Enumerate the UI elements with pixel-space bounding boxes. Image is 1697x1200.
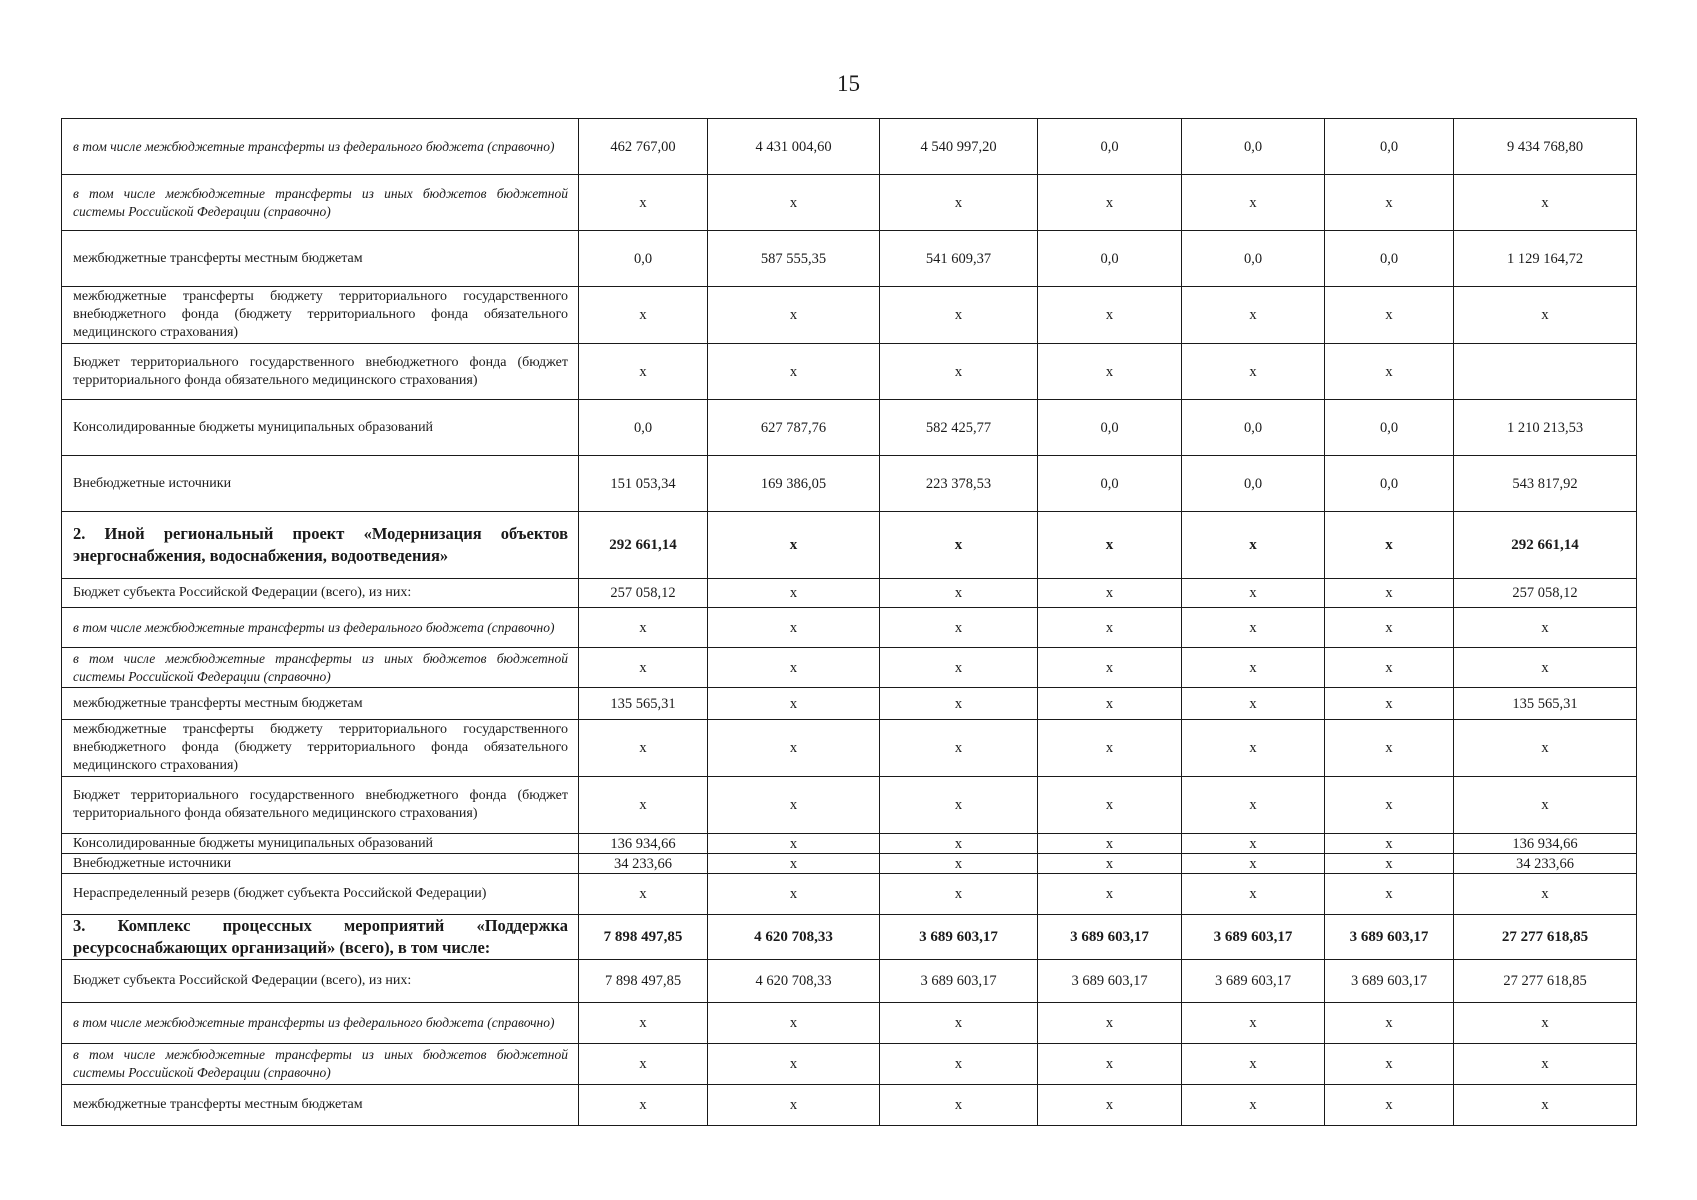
cell-total: х — [1454, 874, 1637, 915]
cell-year-2: 627 787,76 — [708, 400, 880, 456]
cell-year-5: х — [1182, 608, 1325, 648]
cell-year-1: 0,0 — [579, 400, 708, 456]
cell-total: х — [1454, 608, 1637, 648]
cell-year-3: х — [880, 1044, 1038, 1085]
row-description: в том числе межбюджетные трансферты из иных бюджетов бюджетной системы Российской Федерации (справочно) — [62, 175, 579, 231]
cell-year-4: 0,0 — [1038, 400, 1182, 456]
cell-year-5: х — [1182, 720, 1325, 777]
table-row — [62, 854, 1637, 874]
cell-year-4: х — [1038, 720, 1182, 777]
cell-year-3: х — [880, 579, 1038, 608]
cell-year-4: 3 689 603,17 — [1038, 915, 1182, 960]
table-row — [62, 400, 1637, 456]
cell-year-1: х — [579, 777, 708, 834]
table-row — [62, 648, 1637, 688]
cell-year-5: х — [1182, 344, 1325, 400]
cell-year-6: 0,0 — [1325, 231, 1454, 287]
row-description: Нераспределенный резерв (бюджет субъекта Российской Федерации) — [62, 874, 579, 915]
cell-year-4: х — [1038, 1003, 1182, 1044]
cell-year-2: х — [708, 688, 880, 720]
cell-total: 34 233,66 — [1454, 854, 1637, 874]
cell-year-3: х — [880, 854, 1038, 874]
cell-year-1: х — [579, 344, 708, 400]
cell-year-4: х — [1038, 344, 1182, 400]
cell-total: х — [1454, 648, 1637, 688]
cell-year-2: х — [708, 1085, 880, 1126]
cell-year-2: х — [708, 854, 880, 874]
cell-year-3: 3 689 603,17 — [880, 915, 1038, 960]
cell-year-2: х — [708, 512, 880, 579]
cell-year-2: 169 386,05 — [708, 456, 880, 512]
cell-year-6: 0,0 — [1325, 456, 1454, 512]
row-description: межбюджетные трансферты бюджету территориального государственного внебюджетного фонда (бюджету территориального фонда обязательного медицинского страхования) — [62, 720, 579, 777]
cell-year-6: х — [1325, 1044, 1454, 1085]
cell-total: х — [1454, 287, 1637, 344]
cell-total: 257 058,12 — [1454, 579, 1637, 608]
cell-year-1: 292 661,14 — [579, 512, 708, 579]
cell-year-1: х — [579, 175, 708, 231]
cell-year-6: х — [1325, 777, 1454, 834]
cell-total: 135 565,31 — [1454, 688, 1637, 720]
cell-year-3: 582 425,77 — [880, 400, 1038, 456]
cell-year-1: 34 233,66 — [579, 854, 708, 874]
table-row — [62, 119, 1637, 175]
cell-year-1: х — [579, 1044, 708, 1085]
cell-year-6: х — [1325, 1085, 1454, 1126]
cell-year-4: х — [1038, 648, 1182, 688]
cell-year-2: 4 620 708,33 — [708, 915, 880, 960]
cell-total: х — [1454, 1003, 1637, 1044]
cell-year-1: 151 053,34 — [579, 456, 708, 512]
cell-year-2: 4 620 708,33 — [708, 960, 880, 1003]
cell-year-1: 136 934,66 — [579, 834, 708, 854]
table-row — [62, 1085, 1637, 1126]
cell-year-6: х — [1325, 854, 1454, 874]
cell-total: 136 934,66 — [1454, 834, 1637, 854]
cell-total: х — [1454, 720, 1637, 777]
cell-year-1: 257 058,12 — [579, 579, 708, 608]
table-row — [62, 231, 1637, 287]
cell-year-4: х — [1038, 777, 1182, 834]
cell-year-4: х — [1038, 854, 1182, 874]
cell-year-1: х — [579, 1003, 708, 1044]
cell-year-5: 3 689 603,17 — [1182, 915, 1325, 960]
cell-year-3: х — [880, 1085, 1038, 1126]
cell-year-6: х — [1325, 344, 1454, 400]
cell-year-4: х — [1038, 512, 1182, 579]
cell-year-6: х — [1325, 648, 1454, 688]
row-description: межбюджетные трансферты местным бюджетам — [62, 1085, 579, 1126]
table-row — [62, 915, 1637, 960]
cell-total: х — [1454, 1085, 1637, 1126]
cell-year-5: 3 689 603,17 — [1182, 960, 1325, 1003]
cell-year-5: 0,0 — [1182, 231, 1325, 287]
cell-year-2: х — [708, 834, 880, 854]
row-description: Бюджет субъекта Российской Федерации (всего), из них: — [62, 960, 579, 1003]
row-description: Бюджет территориального государственного внебюджетного фонда (бюджет территориального фонда обязательного медицинского страхования) — [62, 777, 579, 834]
table-body — [62, 119, 1637, 1126]
cell-year-2: х — [708, 648, 880, 688]
row-description: в том числе межбюджетные трансферты из федерального бюджета (справочно) — [62, 608, 579, 648]
page-number: 15 — [837, 71, 860, 96]
cell-year-4: 0,0 — [1038, 231, 1182, 287]
table-row — [62, 608, 1637, 648]
cell-year-3: х — [880, 287, 1038, 344]
cell-year-6: х — [1325, 512, 1454, 579]
cell-year-5: х — [1182, 777, 1325, 834]
row-description: 3. Комплекс процессных мероприятий «Поддержка ресурсоснабжающих организаций» (всего), в том числе: — [62, 915, 579, 960]
cell-year-6: х — [1325, 688, 1454, 720]
cell-year-5: 0,0 — [1182, 400, 1325, 456]
cell-year-1: х — [579, 648, 708, 688]
cell-year-3: х — [880, 175, 1038, 231]
cell-year-6: 0,0 — [1325, 119, 1454, 175]
cell-year-1: х — [579, 608, 708, 648]
cell-year-3: х — [880, 720, 1038, 777]
cell-year-2: х — [708, 1003, 880, 1044]
cell-year-2: х — [708, 720, 880, 777]
cell-year-5: х — [1182, 688, 1325, 720]
cell-year-5: х — [1182, 1003, 1325, 1044]
cell-year-1: 0,0 — [579, 231, 708, 287]
cell-year-5: х — [1182, 1085, 1325, 1126]
cell-year-6: х — [1325, 287, 1454, 344]
table-row — [62, 874, 1637, 915]
cell-year-6: х — [1325, 175, 1454, 231]
cell-year-6: х — [1325, 1003, 1454, 1044]
row-description: Внебюджетные источники — [62, 854, 579, 874]
cell-year-4: х — [1038, 175, 1182, 231]
cell-year-2: х — [708, 777, 880, 834]
cell-year-3: х — [880, 344, 1038, 400]
table-row — [62, 287, 1637, 344]
cell-year-2: 4 431 004,60 — [708, 119, 880, 175]
cell-year-2: х — [708, 344, 880, 400]
cell-year-1: х — [579, 287, 708, 344]
cell-year-1: 7 898 497,85 — [579, 915, 708, 960]
cell-year-5: 0,0 — [1182, 456, 1325, 512]
cell-year-5: 0,0 — [1182, 119, 1325, 175]
row-description: в том числе межбюджетные трансферты из иных бюджетов бюджетной системы Российской Федерации (справочно) — [62, 648, 579, 688]
cell-total: 292 661,14 — [1454, 512, 1637, 579]
cell-year-6: 0,0 — [1325, 400, 1454, 456]
cell-year-6: 3 689 603,17 — [1325, 960, 1454, 1003]
cell-year-1: 7 898 497,85 — [579, 960, 708, 1003]
table-row — [62, 344, 1637, 400]
table-row — [62, 579, 1637, 608]
cell-year-4: х — [1038, 688, 1182, 720]
cell-year-3: х — [880, 648, 1038, 688]
cell-year-1: 135 565,31 — [579, 688, 708, 720]
cell-year-3: х — [880, 777, 1038, 834]
table-row — [62, 512, 1637, 579]
row-description: Внебюджетные источники — [62, 456, 579, 512]
row-description: в том числе межбюджетные трансферты из иных бюджетов бюджетной системы Российской Федерации (справочно) — [62, 1044, 579, 1085]
row-description: Бюджет субъекта Российской Федерации (всего), из них: — [62, 579, 579, 608]
cell-year-6: х — [1325, 579, 1454, 608]
cell-year-1: х — [579, 720, 708, 777]
cell-year-2: х — [708, 287, 880, 344]
cell-year-2: х — [708, 1044, 880, 1085]
cell-year-1: х — [579, 874, 708, 915]
cell-total: х — [1454, 777, 1637, 834]
cell-total: х — [1454, 1044, 1637, 1085]
cell-year-3: х — [880, 512, 1038, 579]
row-description: в том числе межбюджетные трансферты из федерального бюджета (справочно) — [62, 1003, 579, 1044]
table-row — [62, 834, 1637, 854]
cell-year-6: 3 689 603,17 — [1325, 915, 1454, 960]
table-row — [62, 1044, 1637, 1085]
cell-year-5: х — [1182, 579, 1325, 608]
table-row — [62, 720, 1637, 777]
cell-total: 9 434 768,80 — [1454, 119, 1637, 175]
cell-year-2: х — [708, 874, 880, 915]
table-row — [62, 1003, 1637, 1044]
budget-table — [61, 118, 1637, 1126]
cell-year-5: х — [1182, 834, 1325, 854]
cell-year-5: х — [1182, 1044, 1325, 1085]
cell-year-2: х — [708, 175, 880, 231]
cell-year-2: х — [708, 608, 880, 648]
cell-year-4: х — [1038, 1044, 1182, 1085]
table-row — [62, 777, 1637, 834]
cell-total — [1454, 344, 1637, 400]
cell-year-3: х — [880, 874, 1038, 915]
cell-year-4: х — [1038, 834, 1182, 854]
cell-year-4: х — [1038, 1085, 1182, 1126]
cell-year-4: 3 689 603,17 — [1038, 960, 1182, 1003]
row-description: в том числе межбюджетные трансферты из федерального бюджета (справочно) — [62, 119, 579, 175]
cell-year-2: х — [708, 579, 880, 608]
cell-total: 1 129 164,72 — [1454, 231, 1637, 287]
cell-total: х — [1454, 175, 1637, 231]
cell-year-3: 4 540 997,20 — [880, 119, 1038, 175]
cell-year-3: х — [880, 1003, 1038, 1044]
row-description: Консолидированные бюджеты муниципальных образований — [62, 834, 579, 854]
cell-year-4: х — [1038, 608, 1182, 648]
cell-year-5: х — [1182, 512, 1325, 579]
cell-year-5: х — [1182, 287, 1325, 344]
cell-year-5: х — [1182, 854, 1325, 874]
table-row — [62, 688, 1637, 720]
cell-year-4: 0,0 — [1038, 119, 1182, 175]
cell-year-5: х — [1182, 874, 1325, 915]
cell-year-2: 587 555,35 — [708, 231, 880, 287]
table-row — [62, 175, 1637, 231]
table-row — [62, 960, 1637, 1003]
cell-year-1: 462 767,00 — [579, 119, 708, 175]
cell-year-3: х — [880, 834, 1038, 854]
row-description: Бюджет территориального государственного внебюджетного фонда (бюджет территориального фонда обязательного медицинского страхования) — [62, 344, 579, 400]
row-description: 2. Иной региональный проект «Модернизация объектов энергоснабжения, водоснабжения, водоотведения» — [62, 512, 579, 579]
cell-year-6: х — [1325, 720, 1454, 777]
cell-year-3: 223 378,53 — [880, 456, 1038, 512]
cell-year-4: х — [1038, 287, 1182, 344]
cell-year-6: х — [1325, 608, 1454, 648]
cell-total: 543 817,92 — [1454, 456, 1637, 512]
cell-total: 27 277 618,85 — [1454, 960, 1637, 1003]
cell-year-3: х — [880, 608, 1038, 648]
cell-year-4: х — [1038, 874, 1182, 915]
cell-year-6: х — [1325, 834, 1454, 854]
cell-year-5: х — [1182, 648, 1325, 688]
cell-year-4: 0,0 — [1038, 456, 1182, 512]
cell-year-1: х — [579, 1085, 708, 1126]
row-description: Консолидированные бюджеты муниципальных образований — [62, 400, 579, 456]
cell-year-4: х — [1038, 579, 1182, 608]
cell-total: 27 277 618,85 — [1454, 915, 1637, 960]
row-description: межбюджетные трансферты бюджету территориального государственного внебюджетного фонда (бюджету территориального фонда обязательного медицинского страхования) — [62, 287, 579, 344]
cell-year-3: 541 609,37 — [880, 231, 1038, 287]
row-description: межбюджетные трансферты местным бюджетам — [62, 688, 579, 720]
cell-year-3: х — [880, 688, 1038, 720]
cell-year-3: 3 689 603,17 — [880, 960, 1038, 1003]
table-row — [62, 456, 1637, 512]
cell-total: 1 210 213,53 — [1454, 400, 1637, 456]
cell-year-5: х — [1182, 175, 1325, 231]
row-description: межбюджетные трансферты местным бюджетам — [62, 231, 579, 287]
cell-year-6: х — [1325, 874, 1454, 915]
